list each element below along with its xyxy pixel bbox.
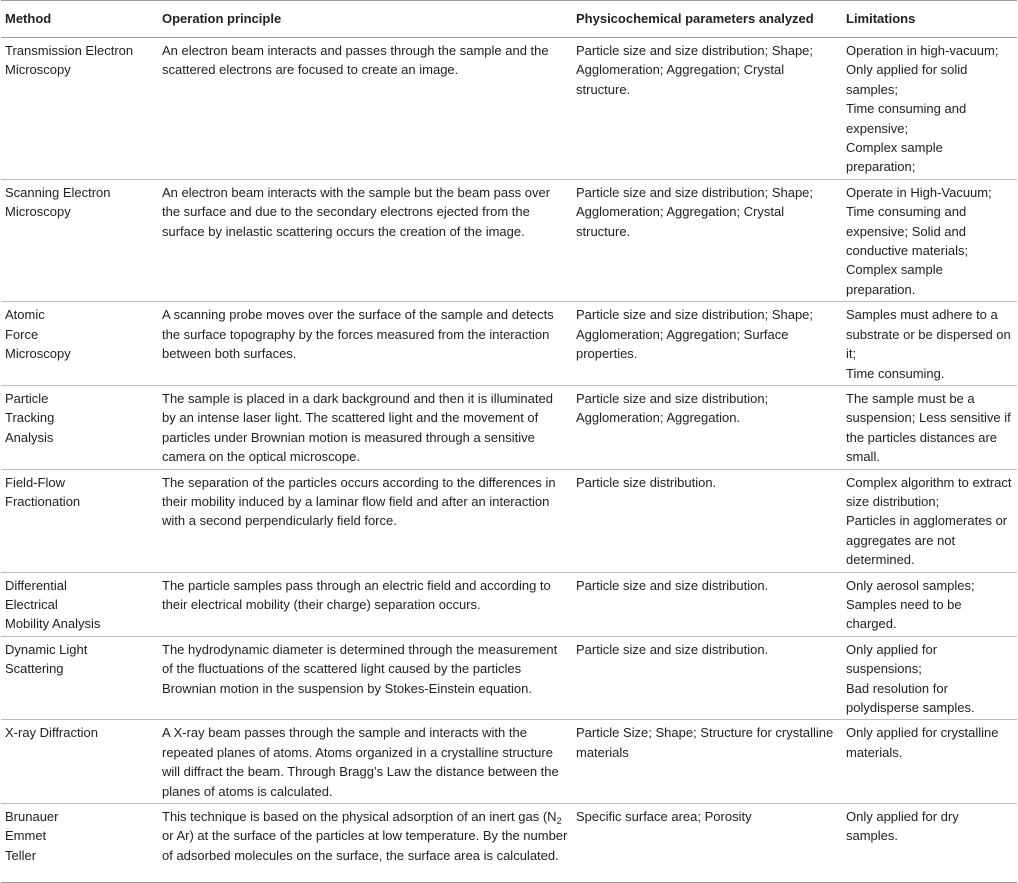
table-row — [1, 720, 1017, 804]
table-row — [1, 38, 1017, 180]
limitations-cell — [842, 179, 1017, 301]
limitation-line: Only applied for solid samples; — [846, 62, 968, 97]
method-line: Atomic — [5, 307, 45, 323]
parameters-cell: Particle Size; Shape; Structure for crystalline materials — [572, 720, 842, 804]
method-line: Teller — [5, 847, 37, 863]
limitation-line: Time consuming and expensive; — [846, 101, 967, 136]
limitation-line: Samples must adhere to a substrate or be dispersed on it; — [846, 307, 1011, 362]
header-principle: Operation principle — [158, 1, 572, 38]
method-line: Differential — [5, 577, 67, 593]
principle-cell: An electron beam interacts and passes through the sample and the scattered electrons are focused to create an image. — [158, 38, 572, 180]
principle-post-text: or Ar) at the surface of the particles at low temperature. By the number of adsorbed molecules on the surface, the surface area is calculated. — [162, 828, 568, 863]
parameters-cell: Particle size and size distribution. — [572, 572, 842, 636]
method-line: Brunauer — [5, 809, 59, 825]
limitations-cell — [842, 38, 1017, 180]
method-line: Scattering — [5, 661, 64, 677]
method-line: Electrical — [5, 596, 58, 612]
limitation-line: Time consuming. — [846, 365, 945, 381]
principle-cell: The separation of the particles occurs according to the differences in their mobility induced by a laminar flow field and after an interaction with a second perpendicularly field force. — [158, 469, 572, 572]
table-row — [1, 469, 1017, 572]
limitations-cell — [842, 804, 1017, 883]
limitation-line: Bad resolution for polydisperse samples. — [846, 680, 975, 715]
table-row — [1, 385, 1017, 469]
principle-cell: A scanning probe moves over the surface of the sample and detects the surface topography by the forces measured from the interaction between both surfaces. — [158, 302, 572, 386]
method-cell — [1, 804, 158, 883]
limitations-cell — [842, 636, 1017, 720]
principle-cell: The hydrodynamic diameter is determined through the measurement of the fluctuations of the scattered light caused by the particles Brownian motion in the suspension by Stokes-Einstein equation. — [158, 636, 572, 720]
limitation-line: Operate in High-Vacuum; — [846, 184, 992, 200]
principle-cell — [158, 804, 572, 883]
limitation-line: Particles in agglomerates or aggregates are not determined. — [846, 513, 1008, 568]
table-row — [1, 636, 1017, 720]
limitation-line: Time consuming and expensive; Solid and conductive materials; — [846, 204, 969, 259]
method-line: Analysis — [5, 429, 54, 445]
limitation-line: Operation in high-vacuum; — [846, 43, 999, 58]
principle-cell: An electron beam interacts with the sample but the beam pass over the surface and due to the secondary electrons ejected from the surface by inelastic scattering occurs the creation of the image. — [158, 179, 572, 301]
method-cell — [1, 720, 158, 804]
limitations-cell — [842, 385, 1017, 469]
principle-cell: A X-ray beam passes through the sample and interacts with the repeated planes of atoms. Atoms organized in a crystalline structure will diffract the beam. Through Bragg’s Law the distance between the planes of atoms is calculated. — [158, 720, 572, 804]
limitations-cell — [842, 720, 1017, 804]
parameters-cell: Particle size distribution. — [572, 469, 842, 572]
methods-table — [1, 0, 1017, 883]
method-line: Fractionation — [5, 493, 81, 509]
limitations-cell — [842, 572, 1017, 636]
limitation-line: Complex algorithm to extract size distribution; — [846, 474, 1012, 509]
method-line: Field-Flow — [5, 474, 65, 490]
principle-cell: The particle samples pass through an electric field and according to their electrical mobility (their charge) separation occurs. — [158, 572, 572, 636]
principle-cell: The sample is placed in a dark background and then it is illuminated by an intense laser light. The scattered light and the movement of particles under Brownian motion is measured through a sensitive camera on the optical microscope. — [158, 385, 572, 469]
method-line: Scanning Electron — [5, 184, 111, 200]
method-cell — [1, 179, 158, 301]
parameters-cell: Particle size and size distribution; Shape; Agglomeration; Aggregation; Crystal structure. — [572, 179, 842, 301]
limitation-line: Samples need to be charged. — [846, 596, 962, 632]
parameters-cell: Particle size and size distribution; Shape; Agglomeration; Aggregation; Surface properties. — [572, 302, 842, 386]
table-row — [1, 302, 1017, 386]
header-method: Method — [1, 1, 158, 38]
table-row — [1, 179, 1017, 301]
limitations-cell — [842, 469, 1017, 572]
parameters-cell: Specific surface area; Porosity — [572, 804, 842, 883]
method-cell — [1, 469, 158, 572]
principle-sub-text: 2 — [556, 816, 562, 827]
method-line: Microscopy — [5, 62, 71, 78]
limitation-line: The sample must be a suspension; Less sensitive if the particles distances are small. — [846, 390, 1011, 465]
method-cell — [1, 636, 158, 720]
limitations-cell — [842, 302, 1017, 386]
table-row — [1, 804, 1017, 883]
limitation-line: Only applied for crystalline materials. — [846, 725, 999, 760]
principle-pre-text: This technique is based on the physical adsorption of an inert gas (N — [162, 809, 557, 825]
method-line: Microscopy — [5, 346, 71, 362]
table-row — [1, 572, 1017, 636]
header-row — [1, 1, 1017, 38]
method-cell — [1, 38, 158, 180]
method-line: Mobility Analysis — [5, 616, 101, 632]
limitation-line: Only applied for suspensions; — [846, 641, 938, 677]
method-cell — [1, 302, 158, 386]
header-parameters: Physicochemical parameters analyzed — [572, 1, 842, 38]
limitation-line: Complex sample preparation. — [846, 262, 943, 297]
parameters-cell: Particle size and size distribution; Shape; Agglomeration; Aggregation; Crystal structure. — [572, 38, 842, 180]
method-line: Particle — [5, 390, 49, 406]
method-cell — [1, 572, 158, 636]
method-line: Emmet — [5, 828, 47, 844]
limitation-line: Only applied for dry samples. — [846, 809, 959, 844]
method-line: Transmission Electron — [5, 43, 134, 58]
method-line: Tracking — [5, 410, 55, 426]
limitation-line: Complex sample preparation; — [846, 140, 943, 175]
method-line: X-ray Diffraction — [5, 725, 98, 741]
method-line: Microscopy — [5, 204, 71, 220]
parameters-cell: Particle size and size distribution; Agglomeration; Aggregation. — [572, 385, 842, 469]
method-cell — [1, 385, 158, 469]
header-limitations: Limitations — [842, 1, 1017, 38]
limitation-line: Only aerosol samples; — [846, 577, 975, 593]
method-line: Dynamic Light — [5, 641, 88, 657]
parameters-cell: Particle size and size distribution. — [572, 636, 842, 720]
method-line: Force — [5, 326, 39, 342]
